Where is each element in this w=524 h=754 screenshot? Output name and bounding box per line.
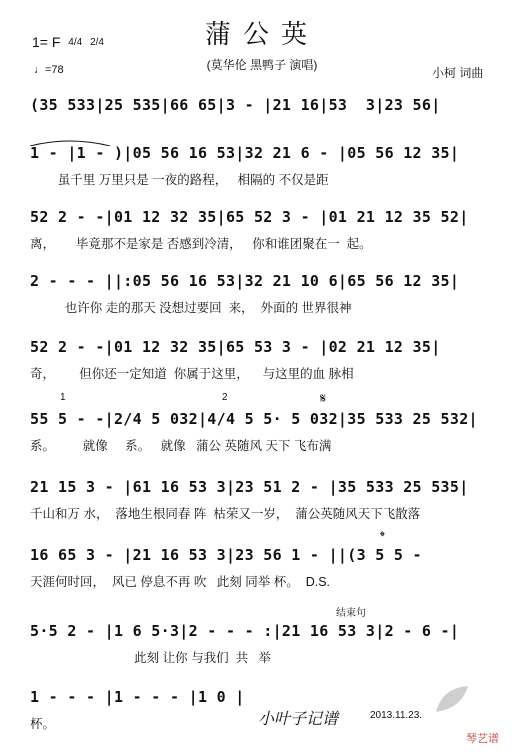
lyrics-line: 奇， 但你还一定知道 你属于这里， 与这里的血 脉相 [30, 367, 354, 381]
key-signature [32, 34, 104, 50]
key-label: 1= F [32, 34, 61, 50]
notes-line: 2 - - - ||:05 56 16 53|32 21 10 6|65 56 12 35| [30, 272, 460, 290]
notes-line: 52 2 - -|01 12 32 35|65 53 3 - |02 21 12 35| [30, 338, 441, 356]
volta-1: 1 [60, 392, 66, 403]
lyrics-line: 此刻 让你 与我们 共 举 [30, 651, 271, 665]
coda-mark: 𝄌 [380, 528, 385, 544]
notes-line: 5·5 2 - |1 6 5·3|2 - - - :|21 16 53 3|2 - 6 -| [30, 622, 460, 640]
lyrics-line: 天涯何时回， 风已 停息不再 吹 此刻 同举 杯。 D.S. [30, 575, 331, 589]
lyrics-line: 系。 就像 系。 就像 蒲公 英随风 天下 飞布满 [30, 439, 332, 453]
lyrics-line: 离， 毕竟那不是家是 否感到冷清， 你和谁团聚在一 起。 [30, 237, 372, 251]
notes-line: (35 533|25 535|66 65|3 - |21 16|53 3|23 56| [30, 96, 441, 114]
performers: (莫华伦 黑鸭子 演唱) [206, 58, 318, 72]
tempo-mark: ♩=78 [34, 64, 64, 76]
lyrics-line: 杯。 [30, 717, 56, 731]
notes-line: 1 - |1 - )|05 56 16 53|32 21 6 - |05 56 12 35| [30, 144, 460, 162]
transcription-date: 2013.11.23. [370, 710, 423, 721]
notes-line: 21 15 3 - |61 16 53 3|23 51 2 - |35 533 25 535| [30, 478, 469, 496]
leaf-icon [432, 684, 472, 716]
notes-line: 16 65 3 - |21 16 53 3|23 56 1 - ||(3 5 5 - [30, 546, 422, 564]
time-signature-2: 2/4 [90, 37, 104, 49]
segno-mark: 𝄋 [320, 390, 327, 406]
notes-line: 1 - - - |1 - - - |1 0 | [30, 688, 245, 706]
notes-line: 55 5 - -|2/4 5 032|4/4 5 5· 5 032|35 533 25 532| [30, 410, 478, 428]
lyrics-line: 千山和万 水， 落地生根同春 阵 枯荣又一岁， 蒲公英随风天下飞散落 [30, 507, 421, 521]
lyrics-line: 虽千里 万里只是 一夜的路程， 相隔的 不仅是距 [30, 173, 329, 187]
time-signature-1: 4/4 [68, 37, 83, 49]
lyrics-line: 也许你 走的那天 没想过要回 来， 外面的 世界很神 [30, 301, 352, 315]
transcriber-signature: 小叶子记谱 [258, 709, 339, 728]
composer-credit: 小柯 词曲 [432, 66, 484, 80]
volta-2: 2 [222, 392, 228, 403]
song-title: 蒲公英 [204, 20, 319, 50]
notes-line: 52 2 - -|01 12 32 35|65 52 3 - |01 21 12 35 52| [30, 208, 469, 226]
ending-label: 结束句 [336, 608, 366, 619]
site-logo: 琴艺谱 [466, 733, 499, 745]
